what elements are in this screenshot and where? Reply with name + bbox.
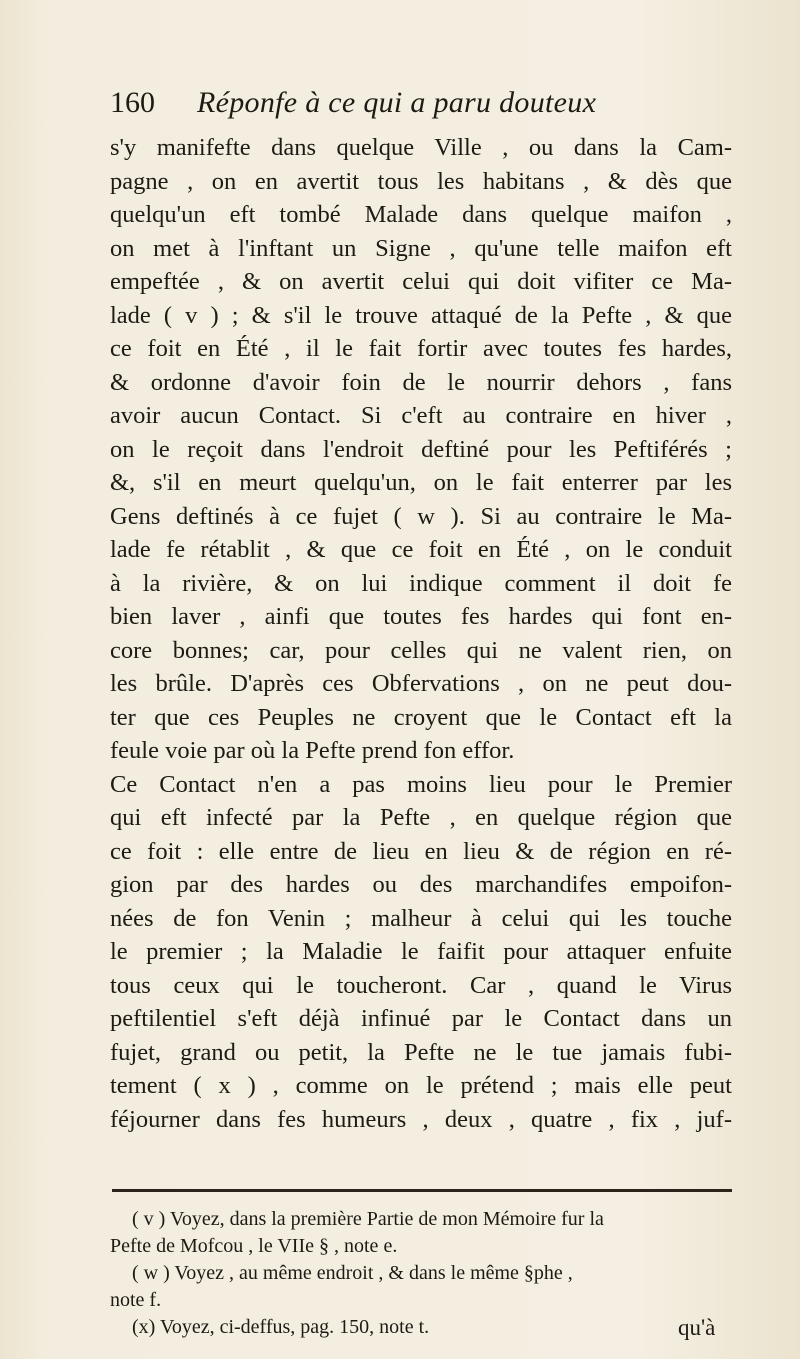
text-line: qui eft infecté par la Pefte , en quelque région que — [110, 804, 732, 831]
text-line: lade ( v ) ; & s'il le trouve attaqué de la Pefte , & que — [110, 301, 732, 329]
text-line: on le reçoit dans l'endroit deftiné pour les Peftiférés ; — [110, 435, 732, 463]
body-text — [110, 131, 732, 1136]
text-line: ter que ces Peuples ne croyent que le Contact eft la — [110, 703, 732, 731]
text-line: pagne , on en avertit tous les habitans , & dès que — [110, 167, 732, 195]
text-line: les brûle. D'après ces Obfervations , on ne peut dou- — [110, 670, 732, 697]
footnote-divider — [112, 1189, 732, 1192]
text-line: bien laver , ainfi que toutes fes hardes qui font en- — [110, 603, 732, 630]
text-line: tement ( x ) , comme on le prétend ; mais elle peut — [110, 1072, 732, 1099]
text-line: féjourner dans fes humeurs , deux , quatre , fix , juf- — [110, 1105, 732, 1133]
text-line: Gens deftinés à ce fujet ( w ). Si au contraire le Ma- — [110, 502, 732, 530]
page-header — [110, 86, 730, 126]
text-line: on met à l'inftant un Signe , qu'une telle maifon eft — [110, 234, 732, 262]
text-line: lade fe rétablit , & que ce foit en Été , on le conduit — [110, 536, 732, 563]
text-line: empeftée , & on avertit celui qui doit vifiter ce Ma- — [110, 268, 732, 295]
footnote-line: ( w ) Voyez , au même endroit , & dans le même §phe , — [132, 1262, 573, 1284]
footnote-line: note f. — [110, 1289, 162, 1311]
text-line: feule voie par où la Pefte prend fon effor. — [110, 737, 515, 764]
text-line: peftilentiel s'eft déjà infinué par le Contact dans un — [110, 1005, 732, 1032]
text-line: avoir aucun Contact. Si c'eft au contraire en hiver , — [110, 402, 732, 429]
text-line: & ordonne d'avoir foin de le nourrir dehors , fans — [110, 368, 732, 396]
text-line: ce foit : elle entre de lieu en lieu & de région en ré- — [110, 837, 732, 865]
footnote-line: ( v ) Voyez, dans la première Partie de mon Mémoire fur la — [132, 1208, 604, 1230]
footnotes — [110, 1206, 732, 1341]
footnote-line: (x) Voyez, ci-deffus, pag. 150, note t. — [132, 1316, 430, 1338]
text-line: &, s'il en meurt quelqu'un, on le fait enterrer par les — [110, 469, 732, 496]
text-line: core bonnes; car, pour celles qui ne valent rien, on — [110, 636, 732, 664]
text-line: nées de fon Venin ; malheur à celui qui les touche — [110, 904, 732, 932]
text-line: fujet, grand ou petit, la Pefte ne le tue jamais fubi- — [110, 1038, 732, 1066]
text-line: Ce Contact n'en a pas moins lieu pour le Premier — [110, 770, 732, 798]
text-line: tous ceux qui le toucheront. Car , quand le Virus — [110, 971, 732, 999]
page-number: 160 — [110, 86, 155, 119]
running-title: Réponfe à ce qui a paru douteux — [197, 86, 597, 119]
text-line: gion par des hardes ou des marchandifes empoifon- — [110, 871, 732, 898]
text-line: ce foit en Été , il le fait fortir avec toutes fes hardes, — [110, 335, 732, 362]
text-line: quelqu'un eft tombé Malade dans quelque maifon , — [110, 201, 732, 228]
text-line: le premier ; la Maladie le faifit pour attaquer enfuite — [110, 938, 732, 965]
catchword: qu'à — [678, 1315, 716, 1340]
text-line: à la rivière, & on lui indique comment il doit fe — [110, 569, 732, 597]
footnote-line: Pefte de Mofcou , le VIIe § , note e. — [110, 1235, 398, 1257]
text-line: s'y manifefte dans quelque Ville , ou dans la Cam- — [110, 134, 732, 161]
